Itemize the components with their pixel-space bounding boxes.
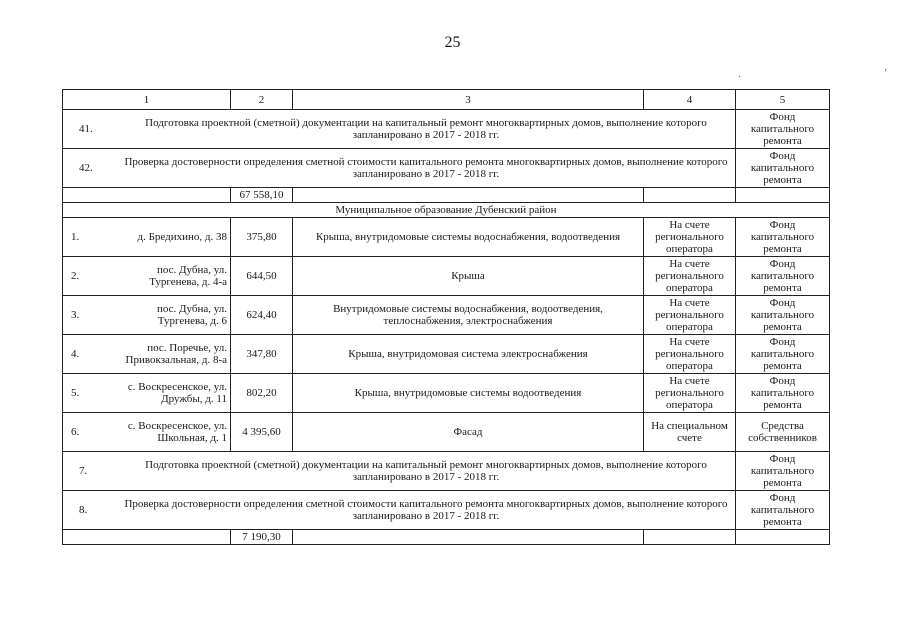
funding-source: Фонд капитального ремонта [736,110,830,149]
house-area: 375,80 [231,218,293,257]
row-number: 4. [71,348,80,360]
empty-cell [644,188,736,203]
header-col-4: 4 [644,90,736,110]
house-address: пос. Поречье, ул. Привокзальная, д. 8-а [125,342,227,366]
work-type: Крыша, внутридомовая система электроснабжения [293,335,644,374]
house-address: с. Воскресенское, ул. Школьная, д. 1 [127,420,227,444]
funding-source: Фонд капитального ремонта [736,218,830,257]
subtotal-row [63,188,830,203]
house-area: 624,40 [231,296,293,335]
row-number: 6. [71,426,80,438]
row-number: 7. [79,465,88,477]
house-area: 644,50 [231,257,293,296]
empty-cell [63,188,231,203]
work-description: Подготовка проектной (сметной) документации на капитальный ремонт многоквартирных домов, выполнение которого запланировано в 2017 - 2018 гг. [145,459,707,483]
work-description: Проверка достоверности определения сметной стоимости капитального ремонта многоквартирных домов, выполнение которого запланировано в 2017 - 2018 гг. [124,498,728,522]
work-type: Фасад [293,413,644,452]
funding-source: Фонд капитального ремонта [736,335,830,374]
empty-cell [736,188,830,203]
house-address: пос. Дубна, ул. Тургенева, д. 6 [156,303,227,327]
repair-program-table [62,89,830,545]
table-row [63,218,830,257]
work-type: Внутридомовые системы водоснабжения, водоотведения, теплоснабжения, электроснабжения [293,296,644,335]
empty-cell [63,530,231,545]
number-address-cell [63,257,231,296]
merged-work-cell [63,491,736,530]
house-address: пос. Дубна, ул. Тургенева, д. 4-а [149,264,227,288]
house-area: 347,80 [231,335,293,374]
number-address-cell [63,374,231,413]
account-type: На счете регионального оператора [644,257,736,296]
row-number: 3. [71,309,80,321]
work-description: Подготовка проектной (сметной) документации на капитальный ремонт многоквартирных домов, выполнение которого запланировано в 2017 - 2018 гг. [145,117,707,141]
header-col-2: 2 [231,90,293,110]
funding-source: Фонд капитального ремонта [736,491,830,530]
table-row [63,413,830,452]
work-type: Крыша [293,257,644,296]
merged-work-cell [63,110,736,149]
row-number: 41. [79,123,93,135]
table-row [63,491,830,530]
account-type: На счете регионального оператора [644,374,736,413]
funding-source: Фонд капитального ремонта [736,452,830,491]
work-type: Крыша, внутридомовые системы водоотведения [293,374,644,413]
scan-artifact-dot: · [738,72,742,83]
row-number: 1. [71,231,80,244]
empty-cell [293,188,644,203]
subtotal-area: 67 558,10 [231,188,293,203]
funding-source: Фонд капитального ремонта [736,257,830,296]
header-col-5: 5 [736,90,830,110]
work-type: Крыша, внутридомовые системы водоснабжения, водоотведения [293,218,644,257]
section-title: Муниципальное образование Дубенский район [63,203,830,218]
funding-source: Средства собственников [736,413,830,452]
account-type: На счете регионального оператора [644,296,736,335]
number-address-cell [63,413,231,452]
empty-cell [293,530,644,545]
house-area: 4 395,60 [231,413,293,452]
section-header-row [63,203,830,218]
empty-cell [644,530,736,545]
empty-cell [736,530,830,545]
table-header-row [63,90,830,110]
number-address-cell [63,296,231,335]
house-area: 802,20 [231,374,293,413]
merged-work-cell [63,452,736,491]
table-row [63,110,830,149]
scan-artifact-tick: ʼ [884,68,888,79]
funding-source: Фонд капитального ремонта [736,296,830,335]
row-number: 8. [79,504,88,516]
header-col-1: 1 [63,90,231,110]
page-number: 25 [444,34,461,51]
number-address-cell [63,218,231,257]
table-row [63,452,830,491]
funding-source: Фонд капитального ремонта [736,149,830,188]
table-row [63,374,830,413]
house-address: д. Бредихино, д. 38 [137,231,227,244]
account-type: На счете регионального оператора [644,335,736,374]
table-row [63,335,830,374]
row-number: 2. [71,270,80,282]
subtotal-row [63,530,830,545]
table-row [63,257,830,296]
table-row [63,149,830,188]
subtotal-area: 7 190,30 [231,530,293,545]
header-col-3: 3 [293,90,644,110]
number-address-cell [63,335,231,374]
table-row [63,296,830,335]
funding-source: Фонд капитального ремонта [736,374,830,413]
work-description: Проверка достоверности определения сметной стоимости капитального ремонта многоквартирных домов, выполнение которого запланировано в 2017 - 2018 гг. [124,156,728,180]
house-address: с. Воскресенское, ул. Дружбы, д. 11 [127,381,227,405]
row-number: 42. [79,162,93,174]
account-type: На специальном счете [644,413,736,452]
row-number: 5. [71,387,80,399]
merged-work-cell [63,149,736,188]
account-type: На счете регионального оператора [644,218,736,257]
